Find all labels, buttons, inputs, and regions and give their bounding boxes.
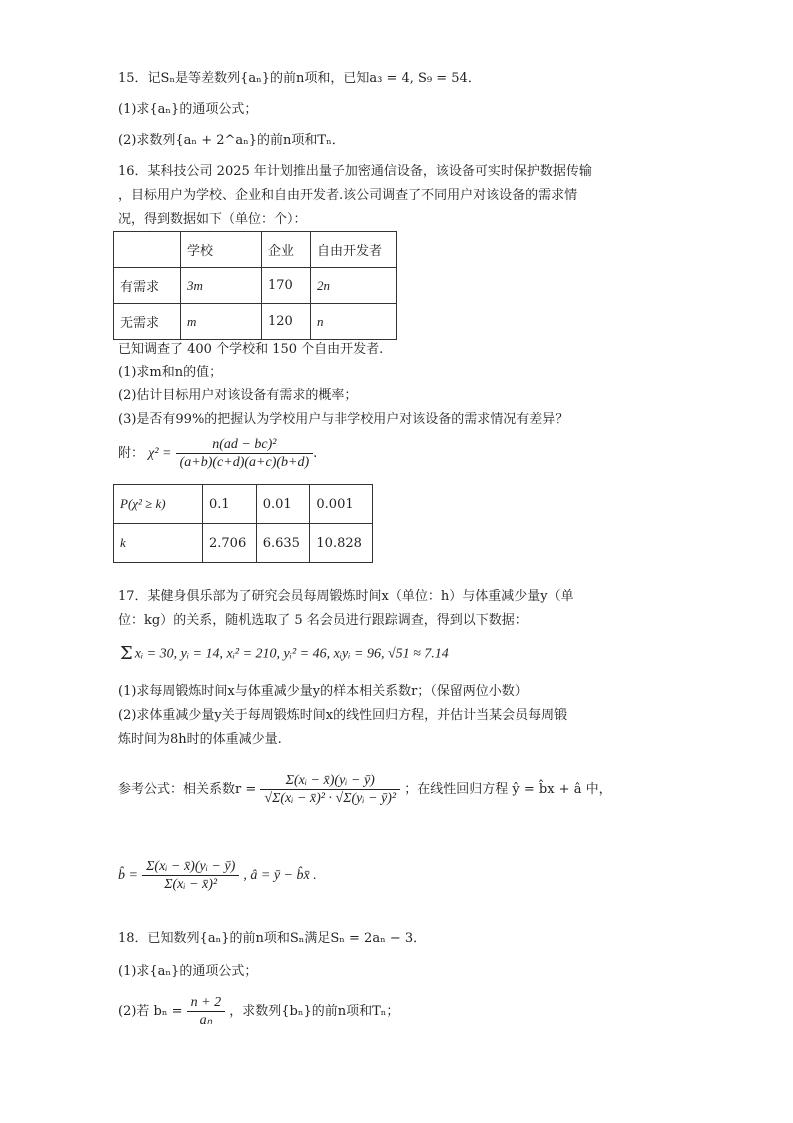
r-fraction — [260, 772, 400, 807]
b-n-fraction — [187, 994, 225, 1029]
table-cell: 2.706 — [203, 524, 257, 563]
q16-part1: (1)求m和n的值； — [118, 365, 223, 380]
q16-part3: (3)是否有99%的把握认为学校用户与非学校用户对该设备的需求情况有差异？ — [118, 412, 569, 427]
q16-stem-line3: 况，得到数据如下（单位：个）： — [118, 212, 307, 227]
table-header-cell: 学校 — [181, 232, 262, 268]
table-cell: 10.828 — [310, 524, 373, 563]
b-hat-denominator: Σ(xᵢ − x̄)² — [164, 877, 218, 892]
q18-part2 — [118, 994, 399, 1029]
q17-part2-line2: 炼时间为8h时的体重减少量. — [118, 732, 282, 747]
table-cell: m — [181, 304, 262, 340]
table-cell: 6.635 — [256, 524, 310, 563]
q15-part2: (2)求数列{aₙ + 2^aₙ}的前n项和Tₙ． — [118, 133, 345, 148]
b-hat-fraction — [142, 858, 239, 893]
table-cell: k — [114, 524, 203, 563]
table-cell: 3m — [181, 268, 262, 304]
ref-label: 参考公式：相关系数r = — [118, 782, 257, 797]
q17-sums-text: xᵢ = 30, yᵢ = 14, xᵢ² = 210, yᵢ² = 46, xᵢyᵢ = 96, √51 ≈ 7.14 — [134, 646, 449, 662]
r-denominator: √Σ(xᵢ − x̄)² · √Σ(yᵢ − ȳ)² — [264, 791, 397, 806]
q18-part1: (1)求{aₙ}的通项公式； — [118, 964, 258, 979]
q16-appendix-formula: 附： χ² = $\frac{\text{n(ad − bc)²}}{(a+b)(c+d)(a+c)(b+d)}$ . — [118, 437, 318, 470]
q16-part2: (2)估计目标用户对该设备有需求的概率； — [118, 388, 358, 403]
chi-square-numerator: n(ad − bc)² — [176, 436, 314, 454]
b-n-denominator: aₙ — [199, 1013, 213, 1028]
chi-square-lhs: χ² = — [148, 446, 172, 461]
q16-demand-table — [113, 231, 397, 340]
q18-part2-suffix: ，求数列{bₙ}的前n项和Tₙ； — [229, 1004, 400, 1019]
table-cell: 2n — [311, 268, 397, 304]
chi-square-fraction — [176, 436, 314, 471]
q15-part1: (1)求{aₙ}的通项公式； — [118, 102, 258, 117]
q17-reference-formula-r — [118, 772, 612, 807]
chi-square-denominator: (a+b)(c+d)(a+c)(b+d) — [179, 455, 310, 470]
q18-part2-prefix: (2)若 bₙ = — [118, 1004, 183, 1019]
appendix-label: 附： — [118, 446, 145, 461]
q16-stem-line2: ，目标用户为学校、企业和自由开发者.该公司调查了不同用户对该设备的需求情 — [118, 188, 578, 203]
q18-stem: 18．已知数列{aₙ}的前n项和Sₙ满足Sₙ = 2aₙ − 3． — [118, 931, 427, 946]
table-cell: 170 — [262, 268, 311, 304]
r-numerator: Σ(xᵢ − x̄)(yᵢ − ȳ) — [260, 772, 400, 790]
table-cell: 0.1 — [203, 485, 257, 524]
summation-icon: Σ — [120, 643, 133, 664]
table-header-cell: 企业 — [262, 232, 311, 268]
table-cell: n — [311, 304, 397, 340]
q16-known: 已知调查了 400 个学校和 150 个自由开发者. — [118, 342, 384, 357]
table-header-cell — [114, 232, 181, 268]
regression-equation-text: ；在线性回归方程 ŷ = b̂x + â 中， — [404, 782, 612, 797]
q16-stem-line1: 16．某科技公司 2025 年计划推出量子加密通信设备，该设备可实时保护数据传输 — [118, 164, 592, 179]
table-cell: 120 — [262, 304, 311, 340]
q17-stem-line2: 位：kg）的关系，随机选取了 5 名会员进行跟踪调查，得到以下数据： — [118, 613, 528, 628]
q17-part2-line1: (2)求体重减少量y关于每周锻炼时间x的线性回归方程，并估计当某会员每周锻 — [118, 708, 568, 723]
q17-part1: (1)求每周锻炼时间x与体重减少量y的样本相关系数r；（保留两位小数） — [118, 684, 528, 699]
q16-critical-value-table — [113, 484, 373, 563]
q17-sums — [118, 645, 449, 664]
b-hat-lhs: b̂ = — [118, 868, 138, 883]
a-hat-formula: , â = ȳ − b̂x̄ . — [243, 868, 317, 883]
table-header-cell: 自由开发者 — [311, 232, 397, 268]
table-cell: 无需求 — [114, 304, 181, 340]
q17-stem-line1: 17．某健身俱乐部为了研究会员每周锻炼时间x（单位：h）与体重减少量y（单 — [118, 589, 574, 604]
q15-stem: 15．记Sₙ是等差数列{aₙ}的前n项和，已知a₃ = 4, S₉ = 54． — [118, 71, 481, 86]
b-hat-numerator: Σ(xᵢ − x̄)(yᵢ − ȳ) — [142, 858, 239, 876]
q17-reference-formula-b — [118, 858, 317, 893]
b-n-numerator: n + 2 — [187, 994, 225, 1012]
table-cell: 有需求 — [114, 268, 181, 304]
table-cell: 0.01 — [256, 485, 310, 524]
table-cell: P(χ² ≥ k) — [114, 485, 203, 524]
table-cell: 0.001 — [310, 485, 373, 524]
